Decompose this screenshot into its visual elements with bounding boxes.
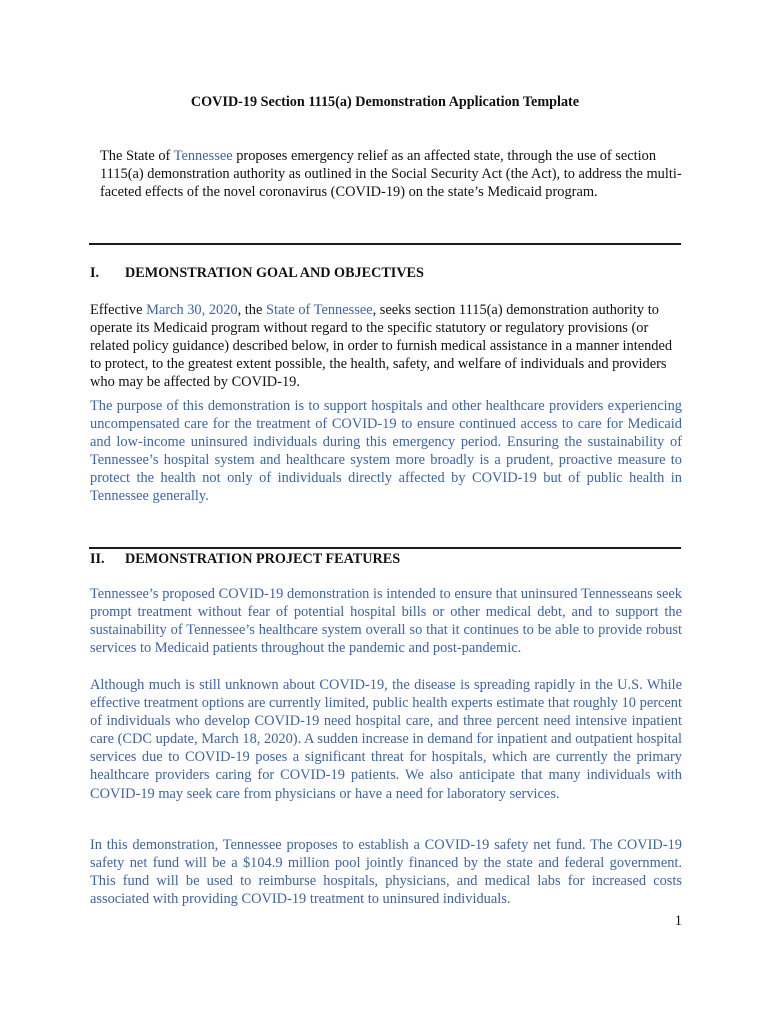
page-number: 1 [674, 913, 682, 929]
section-2-number: II. [90, 551, 105, 567]
document-title: COVID-19 Section 1115(a) Demonstration Application Template [190, 94, 580, 110]
section-2-paragraph-2: Although much is still unknown about COVID-19, the disease is spreading rapidly in the U.S. While effective treatment options are currently limited, public health experts estimate that roughly 10 percent of individuals who develop COVID-19 need hospital care, and three percent need intensive inpatient care (CDC update, March 18, 2020). A sudden increase in demand for inpatient and outpatient hospital services due to COVID-19 poses a significant threat for hospitals, which are currently the primary healthcare providers caring for COVID-19 patients. We also anticipate that many individuals with COVID-19 may seek care from physicians or have a need for laboratory services. [90, 677, 682, 802]
intro-paragraph [100, 147, 690, 202]
section-1-paragraph-2: The purpose of this demonstration is to support hospitals and other healthcare providers experiencing uncompensated care for the treatment of COVID-19 to ensure continued access to care for Medicaid and low-income uninsured individuals during this emergency period. Ensuring the sustainability of Tennessee’s hospital system and healthcare system more broadly is a prudent, proactive measure to protect the health not only of individuals directly affected by COVID-19 but of public health in Tennessee generally. [90, 398, 682, 505]
section-2-heading [90, 551, 400, 568]
effective-suffix: , seeks section 1115(a) demonstration authority to operate its Medicaid program without regard to the specific statutory or regulatory provisions (or related policy guidance) described below, in order to furnish medical assistance in a manner intended to protect, to the greatest extent possible, the health, safety, and welfare of individuals and providers who may be affected by COVID-19. [90, 302, 673, 391]
effective-date-field: March 30, 2020 [146, 302, 238, 318]
effective-prefix: Effective [90, 302, 147, 318]
state-name-field: Tennessee [173, 148, 233, 164]
section-divider [89, 243, 681, 245]
section-1-paragraph-1 [90, 301, 682, 391]
section-1-title: DEMONSTRATION GOAL AND OBJECTIVES [125, 265, 424, 281]
intro-suffix: proposes emergency relief as an affected state, through the use of section 1115(a) demonstration authority as outlined in the Social Security Act (the Act), to address the multi-faceted effects of the novel coronavirus (COVID-19) on the state’s Medicaid program. [100, 148, 682, 201]
section-2-title: DEMONSTRATION PROJECT FEATURES [125, 551, 401, 567]
section-1-heading [90, 265, 424, 282]
effective-mid: , the [237, 302, 266, 318]
section-divider [89, 547, 681, 549]
section-1-number: I. [90, 265, 100, 281]
section-2-paragraph-1: Tennessee’s proposed COVID-19 demonstration is intended to ensure that uninsured Tennesseans seek prompt treatment without fear of potential hospital bills or other medical debt, and to support the sustainability of Tennessee’s healthcare system overall so that it continues to be able to provide robust services to Medicaid patients throughout the pandemic and post-pandemic. [90, 586, 682, 657]
intro-prefix: The State of [100, 148, 174, 164]
state-field: State of Tennessee [265, 302, 373, 318]
section-2-paragraph-3: In this demonstration, Tennessee proposes to establish a COVID-19 safety net fund. The COVID-19 safety net fund will be a $104.9 million pool jointly financed by the state and federal government. This fund will be used to reimburse hospitals, physicians, and medical labs for increased costs associated with providing COVID-19 treatment to uninsured individuals. [90, 837, 682, 908]
